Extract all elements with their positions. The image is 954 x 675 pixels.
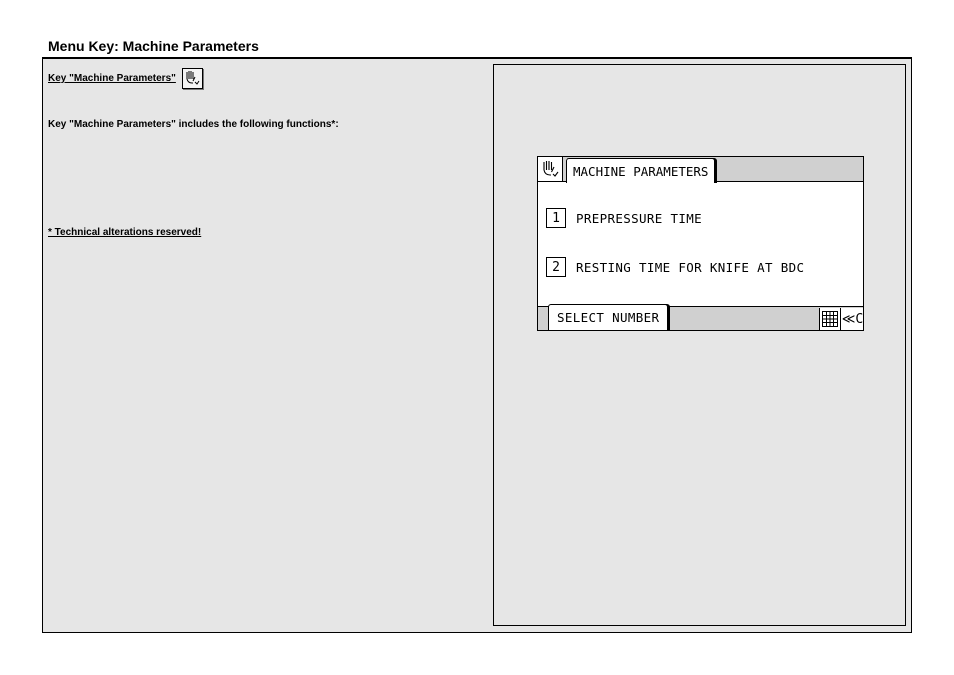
hand-icon — [182, 68, 203, 89]
display-title: MACHINE PARAMETERS — [566, 158, 715, 183]
back-clear-button[interactable]: ≪C — [840, 308, 864, 330]
keypad-icon[interactable] — [819, 308, 840, 330]
machine-display — [537, 156, 864, 331]
select-number-label: SELECT NUMBER — [548, 304, 668, 331]
menu-item[interactable] — [546, 208, 702, 228]
key-label: Key "Machine Parameters" — [48, 73, 176, 84]
hand-icon — [538, 157, 563, 181]
screen-panel — [493, 64, 906, 626]
page-title: Menu Key: Machine Parameters — [48, 38, 259, 54]
display-header-bar — [538, 157, 863, 182]
menu-item-number[interactable]: 2 — [546, 257, 566, 277]
menu-item-label: PREPRESSURE TIME — [576, 210, 703, 226]
menu-item-label: RESTING TIME FOR KNIFE AT BDC — [576, 259, 805, 275]
key-line — [48, 68, 203, 89]
display-footer-bar — [538, 306, 863, 331]
menu-item[interactable] — [546, 257, 804, 277]
functions-text: Key "Machine Parameters" includes the following functions*: — [48, 119, 339, 130]
footnote: * Technical alterations reserved! — [48, 227, 202, 238]
menu-item-number[interactable]: 1 — [546, 208, 566, 228]
